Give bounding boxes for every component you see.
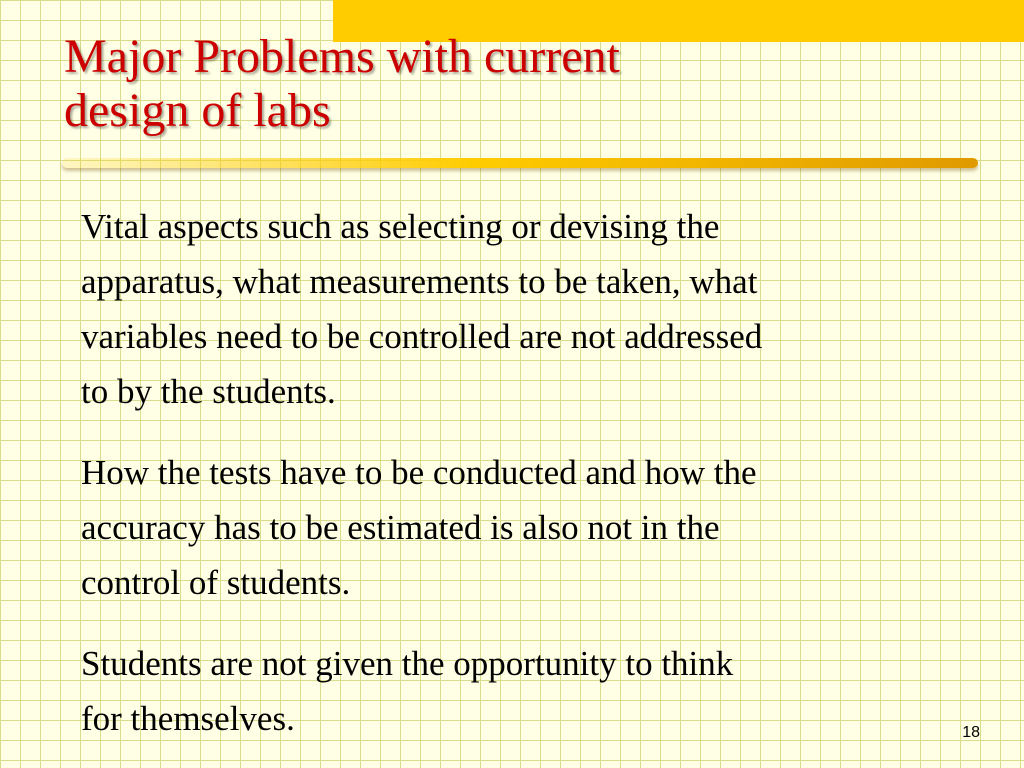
paragraph-2-line-3: control of students. [81,563,351,602]
paragraph-1 [81,199,981,419]
slide-title-line-1: Major Problems with current [64,30,620,83]
paragraph-2-line-2: accuracy has to be estimated is also not in the [81,508,720,547]
slide-title-line-2: design of labs [64,84,331,137]
paragraph-1-line-1: Vital aspects such as selecting or devising the [81,207,720,246]
page-number: 18 [962,724,980,741]
paragraph-3 [81,636,981,746]
paragraph-2-line-1: How the tests have to be conducted and how the [81,453,757,492]
paragraph-1-line-3: variables need to be controlled are not addressed [81,317,763,356]
paragraph-3-line-2: for themselves. [81,699,295,738]
paragraph-2 [81,445,981,610]
paragraph-1-line-4: to by the students. [81,372,336,411]
slide-body [81,199,981,768]
paragraph-3-line-1: Students are not given the opportunity to think [81,644,734,683]
paragraph-1-line-2: apparatus, what measurements to be taken, what [81,262,758,301]
title-underline [62,158,978,168]
slide-title [64,30,964,138]
